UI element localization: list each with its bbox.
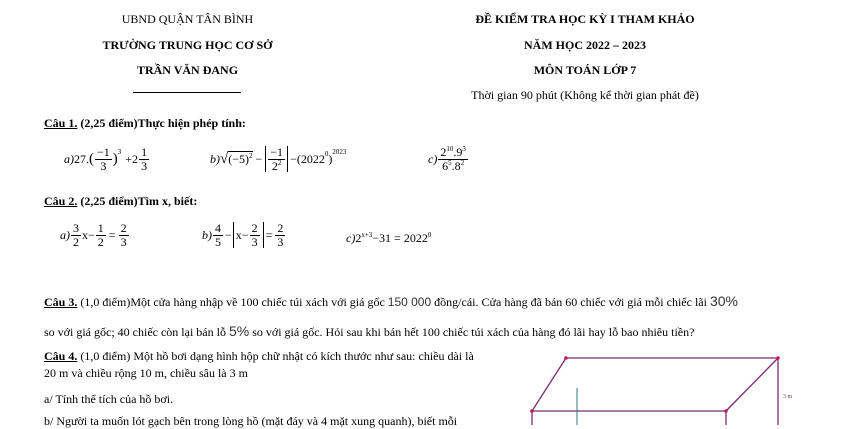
q1b-abs: $\frac{-1}{2^2}$ [265,146,288,172]
header-left-line2: TRƯỜNG TRUNG HỌC CƠ SỞ [102,38,273,52]
pool-vertex-dot [564,356,568,360]
header-right-line1: ĐỀ KIỂM TRA HỌC KỲ I THAM KHẢO [475,12,695,26]
q1c-fraction: $\frac{2^{10}.9^3}{6^5.8^2}$ [440,145,466,173]
q2b-abs: x− $\frac{2}{3}$ [233,222,264,248]
q3-price: 150 000 [387,295,432,309]
pool-top-left-edge [532,358,566,411]
q2c-label: c) [346,231,356,245]
question-3-line2: so với giá gốc; 40 chiếc còn lại bán lỗ 5% so với giá gốc. Hỏi sau khi bán hết 100 chiếc túi xách của hàng đó lãi hay lỗ bao nhiêu tiền? [44,323,695,339]
exam-time: Thời gian 90 phút (Không kể thời gian phát đề) [471,88,699,102]
q2b-expression: b) $\frac{4}{5}$ − x− $\frac{2}{3}$ = $\frac{2}{3}$ [202,221,284,249]
q2b-label: b) [202,227,212,242]
q2a-label: a) [60,227,70,242]
q1a-coef: 27. [74,151,89,166]
question-4-label: Câu 4. [44,349,78,363]
pool-top-right-edge [726,358,778,411]
q3-pct1: 30% [709,293,738,309]
question-1-text: (2,25 điểm)Thực hiện phép tính: [77,116,246,130]
question-4-part-a: a/ Tính thể tích của hồ bơi. [44,392,174,406]
pool-vertex-dot [776,356,780,360]
question-4-line2: 20 m và chiều rộng 10 m, chiều sâu là 3 m [44,366,248,380]
question-2-text: (2,25 điểm)Tìm x, biết: [77,194,198,208]
header-divider [133,92,241,93]
header-right-line3: MÔN TOÁN LỚP 7 [533,63,637,77]
q1b-tail: −(2022 [290,151,325,166]
header-right-line2: NĂM HỌC 2022 – 2023 [524,38,646,52]
q1b-radicand: $(-5)^2$ [228,152,253,167]
q3-pct2: 5% [228,323,250,339]
question-1-label: Câu 1. [44,116,78,130]
pool-box-diagram [520,352,810,425]
q2c-expression: $c)2^{x+3}-31 = 2022^0$ [346,231,432,245]
question-3-label: Câu 3. [44,295,78,309]
q1b-minus: − [255,151,263,166]
question-3-line1: Câu 3. (1,0 điểm)Một cửa hàng nhập về 100 chiếc túi xách với giá gốc 150 000 đồng/cái. Cửa hàng đã bán 60 chiếc với giá mỗi chiếc lãi 30% [44,293,738,309]
question-2-label: Câu 2. [44,194,78,208]
question-4-line1: Câu 4. (1,0 điểm) Một hồ bơi dạng hình hộp chữ nhật có kích thước như sau: chiều dài là [44,349,474,363]
question-2-heading [44,194,197,209]
q1a-mixed-fraction: $\frac{1}{3}$ [141,145,148,173]
q1a-label: a) [64,151,74,166]
pool-vertex-dot [724,409,728,413]
question-1-heading [44,116,246,131]
q1c-label: c) [428,151,438,166]
q1a-expression: a) 27. ( $\frac{-1}{3}$ ) $^3$ +2 $\frac{1}{3}$ [64,145,148,173]
q1a-plus: +2 [125,151,139,166]
header-left-line3: TRẦN VĂN ĐANG [136,63,239,77]
q1a-fraction: $\frac{-1}{3}$ [97,145,110,173]
header-left-line1: UBND QUẬN TÂN BÌNH [121,12,254,26]
q1c-expression [428,146,469,172]
pool-depth-label: 3 m [783,394,793,400]
q1b-label: b) [210,151,220,166]
q1b-exponent: 2023 [332,148,347,157]
q1a-exponent: 3 [117,148,122,157]
q1b-expression: b) √ $(-5)^2$ − $\frac{-1}{2^2}$ −(2022 $^0$ ) $^{2023}$ [210,145,347,173]
question-4-part-b: b/ Người ta muốn lót gạch bên trong lòng hồ (mặt đáy và 4 mặt xung quanh), biết mỗi [44,414,458,428]
pool-vertex-dot [530,409,534,413]
q2a-expression: a) $\frac{3}{2}$ x− $\frac{1}{2}$ = $\frac{2}{3}$ [60,221,127,249]
